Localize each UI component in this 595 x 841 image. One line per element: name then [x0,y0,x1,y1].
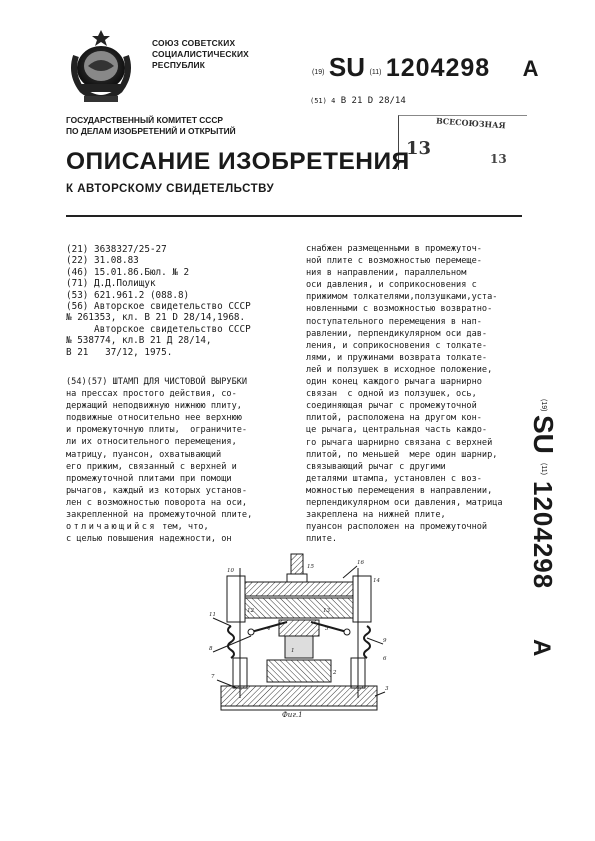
claim-line: оси давления, и соприкосновения с [306,280,477,291]
claim-line [66,521,291,533]
claim-line: ной плите с возможностью перемеще- [306,256,482,267]
page-title: ОПИСАНИЕ ИЗОБРЕТЕНИЯ [66,148,410,175]
claim-line: равлении, перпендикулярном оси дав- [306,328,488,339]
claim-line: его прижим, связанный с верхней и [66,461,237,472]
stamp-number: 13 [406,138,432,159]
kind-code: A [522,56,539,81]
claim-heading: (54)(57) ШТАМП ДЛЯ ЧИСТОВОЙ ВЫРУБКИ [66,377,248,387]
side-country-code: (19) [540,399,547,412]
claim-line: матрицу, пуансон, охватывающий [66,449,222,460]
claim-line: можностью перемещения в направлении, [306,485,493,496]
page-subtitle: К АВТОРСКОМУ СВИДЕТЕЛЬСТВУ [66,183,275,195]
claim-line: деталями штампа, установлен с воз- [306,473,482,484]
figure-label: 2 [333,670,337,676]
claim-line: связывающий рычаг с другими [306,461,446,472]
figure-label: 5 [325,626,329,632]
claim-line: ния в направлении, параллельном [306,268,467,279]
claim-line: ления, и соприкосновения с толкате- [306,340,488,351]
issuer-line: СОЦИАЛИСТИЧЕСКИХ [152,49,249,59]
claim-line: плитой, расположена на другом кон- [306,413,482,424]
figure-label: 6 [383,656,387,662]
state-emblem-icon [62,26,140,106]
claim-line: прижимом толкателями,ползушками,уста- [306,292,498,303]
biblio-line: (56) Авторское свидетельство СССР [66,301,251,313]
country-code: (19) [312,69,325,76]
biblio-line: В 21 37/12, 1975. [66,346,173,358]
claim-line: го рычага шарнирно связана с верхней [306,437,493,448]
claim-line: связан с одной из ползушек, ось, [306,389,477,400]
side-publication-number [498,395,574,695]
figure-label: 7 [211,674,215,680]
claim-text [66,376,291,545]
committee-line: ГОСУДАРСТВЕННЫЙ КОМИТЕТ СССР [66,115,223,125]
side-number: 1204298 [528,481,558,590]
claim-line: ли их относительного перемещения, [66,437,237,448]
stamp-title: ВСЕСОЮЗНАЯ [435,115,507,131]
biblio-line: № 261353, кл. В 21 D 28/14,1968. [66,312,246,324]
side-kind: A [528,639,555,657]
claim-line: держащий неподвижную нижнюю плиту, [66,401,242,412]
divider [66,215,522,217]
side-number-code: (11) [540,463,547,475]
biblio-line: (71) Д.Д.Полищук [66,278,156,290]
number-code: (11) [369,69,382,76]
claim-line: промежуточной плитами при помощи [66,473,232,484]
committee-name [66,115,236,137]
committee-line: ПО ДЕЛАМ ИЗОБРЕТЕНИЙ И ОТКРЫТИЙ [66,126,236,136]
figure-label: 14 [373,578,380,584]
figure-caption: Фиг.1 [282,711,303,719]
distinguishing-word: отличающийся [66,522,157,533]
claim-line: рычагов, каждый из которых установ- [66,485,248,496]
claim-line: лен с возможностью поворота на оси, [66,497,248,508]
claim-line: соединяющая рычаг с промежуточной [306,401,477,412]
issuer-line: РЕСПУБЛИК [152,60,206,70]
patent-number: 1204298 [385,54,491,82]
claim-line: один конец каждого рычага шарнирно [306,377,482,388]
claim-line: снабжен размещенными в промежуточ- [306,244,482,254]
ipc-classification [310,96,406,106]
die-drawing [207,548,391,730]
claim-line: пуансон расположен на промежуточной [306,522,488,533]
biblio-line: (22) 31.08.83 [66,255,139,267]
figure-label: 13 [323,608,330,614]
country: SU [328,52,366,82]
claim-line: с целью повышения надежности, он [66,534,232,545]
claim-line: поступательного перемещения в нап- [306,316,482,327]
claim-line: лей и ползушек в исходное положение, [306,364,493,375]
figure-label: 10 [227,568,234,574]
ipc-value: В 21 D 28/14 [340,96,406,106]
publication-number [312,52,539,83]
biblio-line: (21) 3638327/25-27 [66,244,167,255]
side-country: SU [528,415,559,454]
figure-label: 9 [383,638,387,644]
claim-line: закрепленной на промежуточной плите, [66,510,253,521]
biblio-line: (46) 15.01.86.Бюл. № 2 [66,266,190,278]
figure-label: 3 [385,686,389,692]
claim-line: новленными с возможностью возвратно- [306,304,493,315]
biblio-line: № 538774, кл.В 21 Д 28/14, [66,335,212,347]
figure-label: 12 [247,608,254,614]
distinguishing-tail: тем, что, [156,522,209,533]
bibliographic-data [66,244,296,358]
biblio-line: Авторское свидетельство СССР [66,323,251,335]
claim-text-continued [306,243,528,545]
claim-line: закреплена на нижней плите, [306,510,446,521]
claim-line: лями, и пружинами возврата толкате- [306,352,488,363]
figure-label: 8 [209,646,213,652]
issuer-name [152,38,249,71]
claim-line: плите. [306,534,338,545]
issuer-line: СОЮЗ СОВЕТСКИХ [152,38,236,48]
claim-line: перпендикулярном оси давления, матрица [306,497,503,508]
claim-line: на прессах простого действия, со- [66,389,237,400]
stamp-extra: 13 [490,152,507,166]
figure-label: 4 [267,626,271,632]
ipc-code: (51) 4 [310,97,336,105]
biblio-line: (53) 621.961.2 (088.8) [66,289,190,301]
claim-line: це рычага, центральная часть каждо- [306,425,488,436]
figure-label: 11 [209,612,216,618]
figure-label: 1 [291,648,295,654]
figure-label: 16 [357,560,364,566]
claim-line: плитой, по меньшей мере один шарнир, [306,449,498,460]
claim-line: подвижные относительно нее верхнюю [66,413,242,424]
figure-label: 15 [307,564,314,570]
claim-line: и промежуточную плиты, ограничите- [66,425,248,436]
